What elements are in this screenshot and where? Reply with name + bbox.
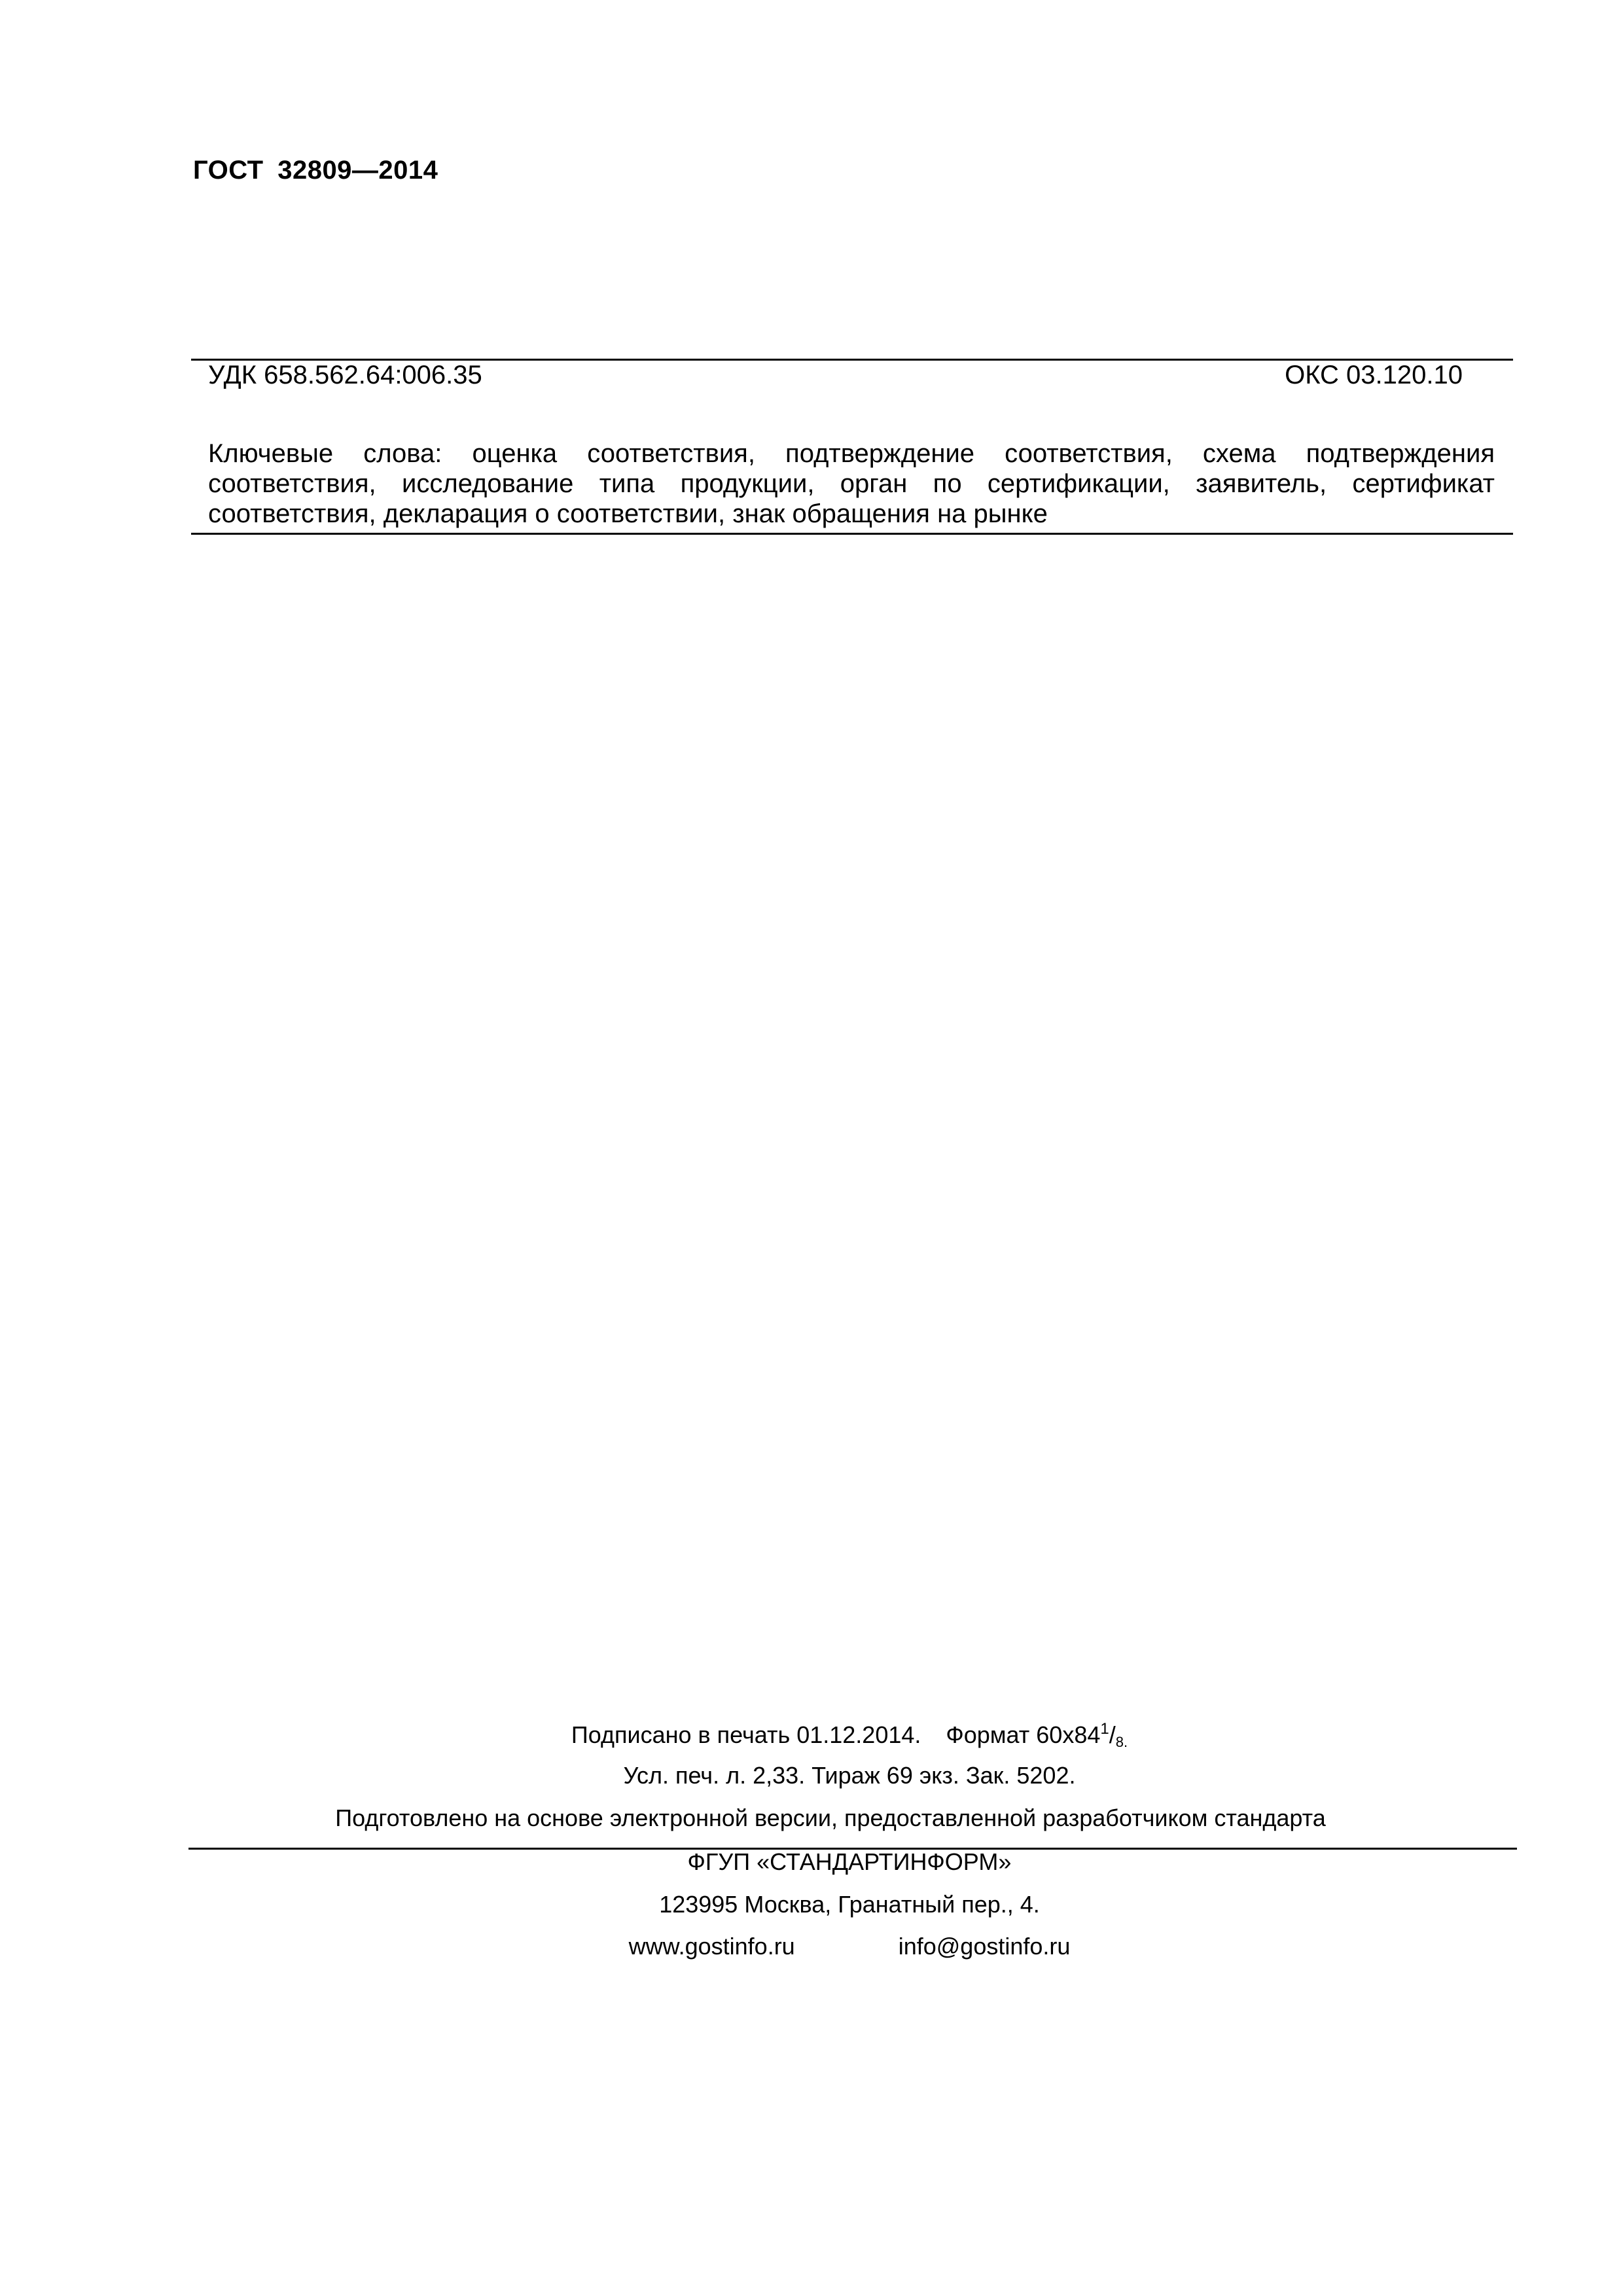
keywords-divider <box>191 533 1513 535</box>
signed-date: Подписано в печать 01.12.2014. <box>571 1721 921 1748</box>
imprint-contacts <box>0 1933 1623 1960</box>
imprint-address: 123995 Москва, Гранатный пер., 4. <box>659 1891 1040 1918</box>
imprint-signed-line <box>0 1721 1623 1749</box>
website-link[interactable]: www.gostinfo.ru <box>628 1933 795 1960</box>
email-link[interactable]: info@gostinfo.ru <box>898 1933 1071 1960</box>
udk-code: УДК 658.562.64:006.35 <box>208 361 482 389</box>
format-denominator: 8. <box>1115 1734 1128 1750</box>
imprint-print-details: Усл. печ. л. 2,33. Тираж 69 экз. Зак. 5202. <box>623 1762 1076 1789</box>
format-numerator: 1 <box>1100 1720 1109 1738</box>
page-header-standard-id: ГОСТ 32809—2014 <box>193 156 438 185</box>
oks-code: ОКС 03.120.10 <box>1285 361 1463 389</box>
imprint-publisher: ФГУП «СТАНДАРТИНФОРМ» <box>687 1848 1012 1875</box>
format-label: Формат 60х84 <box>946 1721 1101 1748</box>
format-slash: / <box>1109 1721 1116 1748</box>
keywords-paragraph: Ключевые слова: оценка соответствия, подтверждение соответствия, схема подтверждения соответствия, исследование типа продукции, орган по сертификации, заявитель, сертификат соответствия, декларация о соответствии, знак обращения на рынке <box>208 439 1495 528</box>
imprint-prepared-note: Подготовлено на основе электронной версии, предоставленной разработчиком стандарта <box>335 1804 1326 1831</box>
